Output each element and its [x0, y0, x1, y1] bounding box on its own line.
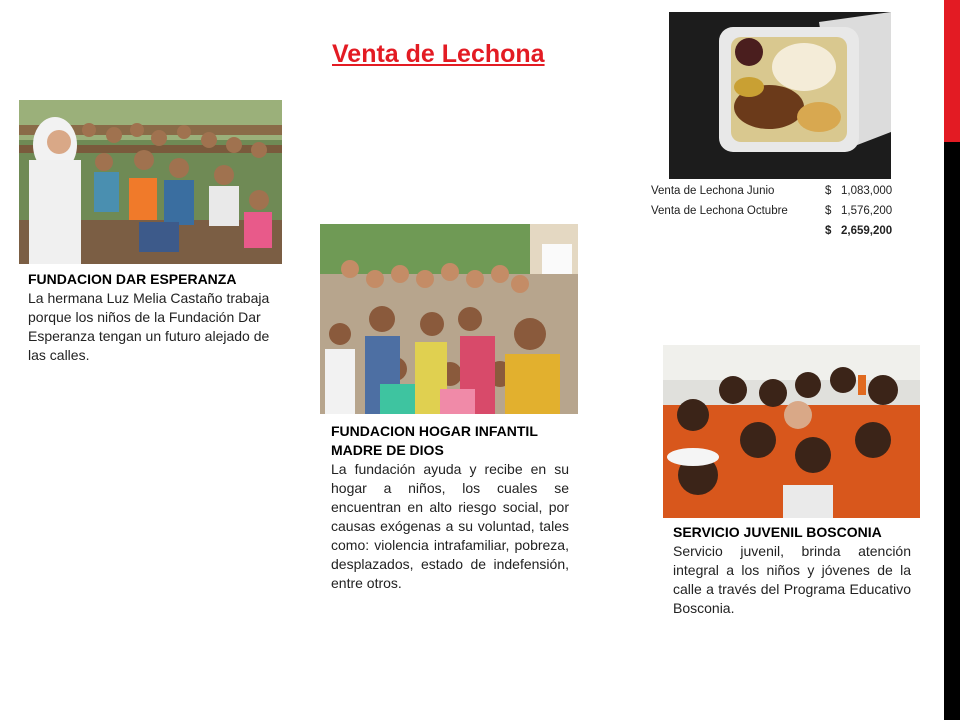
sales-row-currency: $ — [825, 185, 832, 197]
sales-row-amount: 1,576,200 — [841, 205, 893, 217]
page-title: Venta de Lechona — [332, 40, 545, 68]
block-heading: FUNDACION DAR ESPERANZA — [28, 271, 237, 287]
sales-row-label: Venta de Lechona Junio — [651, 185, 775, 197]
block-description: Servicio juvenil, brinda atención integral a los niños y jóvenes de la calle a través del Programa Educativo Bosconia. — [673, 543, 911, 616]
sales-total-amount: 2,659,200 — [841, 225, 893, 237]
block-heading: SERVICIO JUVENIL BOSCONIA — [673, 524, 882, 540]
sales-row-amount: 1,083,000 — [841, 185, 893, 197]
photo-fundacion-dar-esperanza — [19, 100, 282, 264]
sales-total-row — [651, 221, 911, 241]
sales-total-currency: $ — [825, 225, 832, 237]
block-description: La fundación ayuda y recibe en su hogar a niños, los cuales se encuentran en alto riesgo social, por causas exógenas a su voluntad, tales como: violencia intrafamiliar, pobreza, desplazados, estado de indefensión, entre otros. — [331, 461, 569, 591]
sales-table — [651, 181, 911, 241]
sales-total-label — [651, 221, 825, 241]
photo-fundacion-hogar-infantil — [320, 224, 578, 414]
block-fundacion-dar-esperanza — [28, 270, 276, 365]
sales-row — [651, 181, 911, 201]
sidebar-accent-black — [944, 142, 960, 720]
block-heading: FUNDACION HOGAR INFANTIL MADRE DE DIOS — [331, 423, 538, 458]
sidebar-accent-red — [944, 0, 960, 142]
sales-row — [651, 201, 911, 221]
block-servicio-juvenil-bosconia — [673, 523, 911, 618]
photo-lechona-plate — [669, 12, 891, 179]
sales-row-currency: $ — [825, 205, 832, 217]
block-fundacion-hogar-infantil — [331, 422, 569, 593]
sales-row-label: Venta de Lechona Octubre — [651, 205, 788, 217]
photo-servicio-juvenil-bosconia — [663, 345, 920, 518]
block-description: La hermana Luz Melia Castaño trabaja porque los niños de la Fundación Dar Esperanza tengan un futuro alejado de las calles. — [28, 290, 270, 363]
